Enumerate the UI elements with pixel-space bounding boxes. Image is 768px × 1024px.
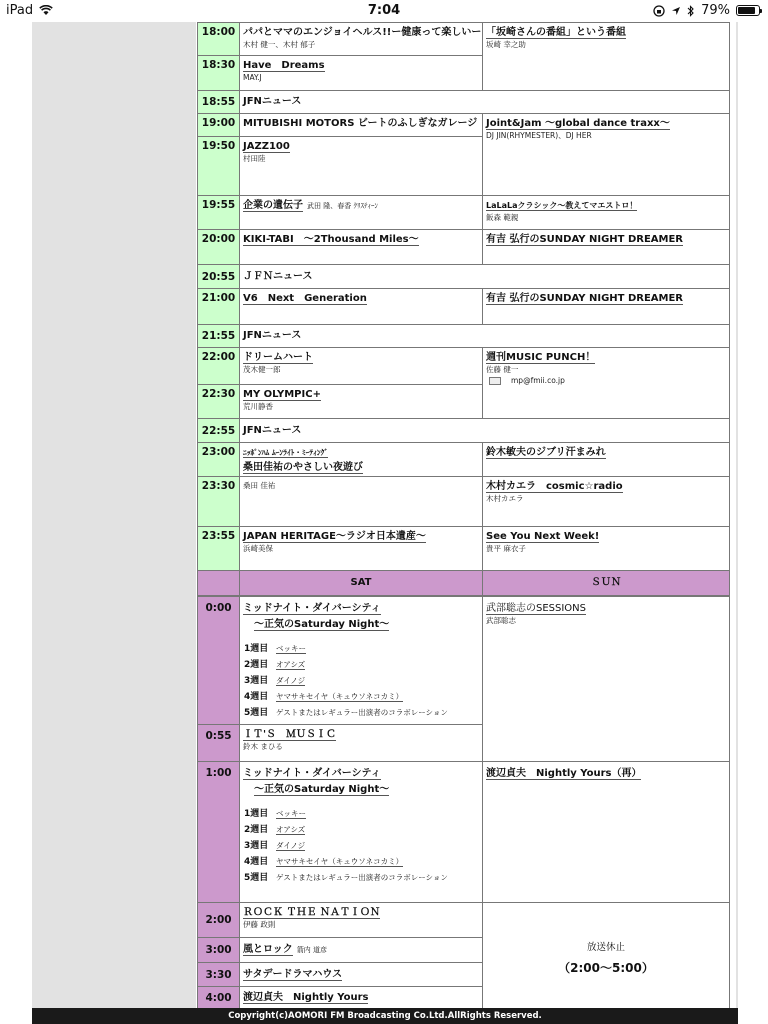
program-link[interactable]: ＲＯＣＫ ＴＨＥ ＮＡＴＩＯＮ xyxy=(243,907,380,918)
device-name: iPad xyxy=(6,3,34,18)
guest-week-row xyxy=(244,806,482,822)
week-label: 5週目 xyxy=(244,873,269,883)
program-link[interactable]: JAZZ100 xyxy=(243,141,290,152)
program-title xyxy=(240,56,482,72)
program-title xyxy=(240,963,482,986)
battery-percent: 79% xyxy=(701,3,730,18)
program-link[interactable]: Joint&Jam ～global dance traxx～ xyxy=(486,118,670,129)
program-title xyxy=(240,725,482,741)
program-link[interactable]: ﾆｯﾎﾟﾝﾊﾑ ﾑｰﾝﾗｲﾄ・ﾐｰﾃｨﾝｸﾞ xyxy=(243,448,329,457)
time-cell: 2:00 xyxy=(197,902,240,938)
program-title xyxy=(240,348,482,364)
program-link[interactable]: JAPAN HERITAGE～ラジオ日本遺産～ xyxy=(243,531,426,542)
time-cell: 22:00 xyxy=(197,347,240,385)
guest-week-row xyxy=(244,705,482,721)
guest-week-row xyxy=(244,854,482,870)
program-title xyxy=(240,597,482,615)
program-host: 武田 隆、春香 ｸﾘｽﾃｨｰﾝ xyxy=(307,202,378,210)
program-host: DJ JIN(RHYMESTER)、DJ HER xyxy=(486,131,592,140)
time-cell: 23:00 xyxy=(197,442,240,477)
program-link[interactable]: 企業の遺伝子 xyxy=(243,200,303,211)
program-link[interactable]: ～正気のSaturday Night～ xyxy=(254,619,390,630)
program-cell xyxy=(239,229,483,265)
time-cell: 4:00 xyxy=(197,986,240,1009)
time-cell: 23:30 xyxy=(197,476,240,527)
program-title xyxy=(240,289,482,305)
program-title xyxy=(240,762,482,780)
program-title xyxy=(483,289,729,305)
program-host: 坂崎 幸之助 xyxy=(486,40,526,49)
program-title xyxy=(240,903,482,919)
program-host: 伊藤 政則 xyxy=(243,920,276,929)
program-cell xyxy=(239,962,483,987)
guest-name: ヤマサキセイヤ（キュウソネコカミ） xyxy=(276,857,404,866)
program-link[interactable]: 有吉 弘行のSUNDAY NIGHT DREAMER xyxy=(486,293,684,304)
program-link[interactable]: 渡辺貞夫 Nightly Yours xyxy=(243,992,369,1003)
program-link[interactable]: 木村カエラ cosmic☆radio xyxy=(486,481,623,492)
program-title xyxy=(240,265,729,288)
program-link[interactable]: 有吉 弘行のSUNDAY NIGHT DREAMER xyxy=(486,234,684,245)
program-title xyxy=(240,527,482,543)
time-cell: 0:00 xyxy=(197,596,240,725)
program-title xyxy=(483,114,729,130)
program-title xyxy=(483,443,729,459)
guest-schedule xyxy=(240,631,482,721)
header-sun: ＳＵＮ xyxy=(482,570,730,596)
program-title xyxy=(240,91,729,113)
program-host: 木村カエラ xyxy=(486,494,524,503)
program-title xyxy=(240,385,482,401)
program-link[interactable]: ＩＴ'Ｓ ＭＵＳＩＣ xyxy=(243,729,337,740)
time-cell: 18:00 xyxy=(197,22,240,56)
guest-name: ベッキー xyxy=(276,644,306,653)
program-subtitle[interactable] xyxy=(240,780,482,796)
program-title xyxy=(240,938,482,962)
program-host: 武部聡志 xyxy=(486,616,516,625)
guest-name: オアシズ xyxy=(276,825,306,834)
program-title xyxy=(240,137,482,153)
guest-week-row xyxy=(244,673,482,689)
right-program-cell xyxy=(482,113,730,196)
program-cell xyxy=(239,596,483,725)
week-label: 3週目 xyxy=(244,841,269,851)
time-cell: 21:00 xyxy=(197,288,240,325)
program-link[interactable]: 鈴木敏夫のジブリ汗まみれ xyxy=(486,447,606,458)
program-title xyxy=(483,230,729,246)
program-link[interactable]: 桑田佳祐のやさしい夜遊び xyxy=(243,462,363,473)
right-program-cell xyxy=(482,442,730,477)
week-label: 4週目 xyxy=(244,857,269,867)
program-cell xyxy=(239,324,730,348)
program-host: MAY.J xyxy=(243,73,262,82)
program-title xyxy=(240,196,482,213)
guest-name: オアシズ xyxy=(276,660,306,669)
program-cell xyxy=(239,136,483,196)
program-link[interactable]: サタデードラマハウス xyxy=(243,969,343,980)
week-label: 2週目 xyxy=(244,660,269,670)
program-host: 木村 健一、木村 郁子 xyxy=(243,40,316,49)
program-title xyxy=(240,230,482,246)
program-cell xyxy=(239,526,483,571)
time-cell: 3:00 xyxy=(197,937,240,963)
guest-name: ダイノジ xyxy=(276,841,306,850)
time-cell: 19:00 xyxy=(197,113,240,137)
time-cell: 20:55 xyxy=(197,264,240,289)
time-cell: 19:50 xyxy=(197,136,240,196)
week-label: 1週目 xyxy=(244,809,269,819)
program-link[interactable]: ドリームハート xyxy=(243,352,313,363)
guest-name: ゲストまたはレギュラー出演者のコラボレーション xyxy=(276,708,448,717)
bluetooth-icon xyxy=(687,5,695,17)
program-link[interactable]: ミッドナイト・ダイバーシティ xyxy=(243,603,381,614)
program-title xyxy=(483,597,729,615)
program-link[interactable]: 週刊MUSIC PUNCH！ xyxy=(486,352,596,363)
program-host: 村田陸 xyxy=(243,154,266,163)
program-title xyxy=(483,527,729,543)
program-title xyxy=(483,196,729,212)
right-program-cell xyxy=(482,288,730,325)
program-link[interactable]: ＪＦＮニュース xyxy=(243,271,313,282)
program-host: 桑田 佳祐 xyxy=(243,481,276,490)
week-label: 4週目 xyxy=(244,692,269,702)
program-link[interactable]: LaLaLaクラシック～教えてマエストロ！ xyxy=(486,201,638,210)
program-title[interactable] xyxy=(240,459,482,474)
battery-icon xyxy=(736,5,760,16)
program-link[interactable]: JFNニュース xyxy=(243,425,302,436)
program-title xyxy=(483,348,729,364)
program-link[interactable]: ～正気のSaturday Night～ xyxy=(254,784,390,795)
time-cell: 23:55 xyxy=(197,526,240,571)
mail-icon xyxy=(489,377,501,385)
program-cell xyxy=(239,986,483,1009)
program-host: 箭内 道彦 xyxy=(296,946,328,954)
footer-copyright: Copyright(c)AOMORI FM Broadcasting Co.Ltd.AllRights Reserved. xyxy=(32,1008,738,1024)
header-corner xyxy=(197,570,240,596)
program-title xyxy=(240,23,482,39)
program-title xyxy=(483,762,729,780)
sun-program-cell xyxy=(482,761,730,903)
time-cell: 3:30 xyxy=(197,962,240,987)
week-label: 1週目 xyxy=(244,644,269,654)
time-cell: 22:55 xyxy=(197,418,240,443)
guest-name: ゲストまたはレギュラー出演者のコラボレーション xyxy=(276,873,448,882)
program-cell xyxy=(239,442,483,477)
program-cell xyxy=(239,761,483,903)
program-title-small[interactable] xyxy=(240,443,482,459)
right-program-cell xyxy=(482,229,730,265)
program-cell xyxy=(239,195,483,230)
program-cell xyxy=(239,937,483,963)
rotation-lock-icon xyxy=(653,5,665,17)
week-label: 3週目 xyxy=(244,676,269,686)
program-cell xyxy=(239,476,483,527)
right-gutter xyxy=(736,22,738,1008)
right-program-cell xyxy=(482,476,730,527)
program-link[interactable]: 渡辺貞夫 Nightly Yours（再） xyxy=(486,768,642,779)
program-host: 浜崎美保 xyxy=(243,544,273,553)
sun-program-cell xyxy=(482,902,730,1009)
program-cell xyxy=(239,418,730,443)
program-title xyxy=(240,987,482,1008)
program-link[interactable]: ミッドナイト・ダイバーシティ xyxy=(243,768,381,779)
guest-name: ダイノジ xyxy=(276,676,306,685)
guest-name: ヤマサキセイヤ（キュウソネコカミ） xyxy=(276,692,404,701)
sun-program-cell xyxy=(482,596,730,762)
time-cell: 19:55 xyxy=(197,195,240,230)
program-link[interactable]: 風とロック xyxy=(243,944,293,955)
program-link[interactable]: V6 Next Generation xyxy=(243,293,367,304)
program-link[interactable]: See You Next Week! xyxy=(486,531,600,542)
program-cell xyxy=(239,347,483,385)
program-title xyxy=(483,23,729,39)
program-cell xyxy=(239,264,730,289)
program-host: 鈴木 まひる xyxy=(243,742,283,751)
guest-week-row xyxy=(244,641,482,657)
program-link[interactable]: KIKI-TABI ～2Thousand Miles～ xyxy=(243,234,419,245)
right-program-cell xyxy=(482,22,730,91)
program-cell xyxy=(239,902,483,938)
time-cell: 20:00 xyxy=(197,229,240,265)
status-bar xyxy=(0,0,768,22)
program-host: 茂木健一郎 xyxy=(243,365,281,374)
off-air-label: 放送休止 xyxy=(586,942,625,953)
time-cell: 1:00 xyxy=(197,761,240,903)
program-host: 飯森 範親 xyxy=(486,213,519,222)
guest-week-row xyxy=(244,822,482,838)
location-icon xyxy=(671,6,681,16)
time-cell: 21:55 xyxy=(197,324,240,348)
program-link[interactable]: Have Dreams xyxy=(243,60,325,71)
program-title xyxy=(240,419,729,442)
program-title xyxy=(240,114,482,130)
header-sat: SAT xyxy=(239,570,483,596)
program-link[interactable]: 「坂崎さんの番組」という番組 xyxy=(486,27,626,38)
program-title xyxy=(240,325,729,347)
mail-row xyxy=(483,375,729,386)
program-link[interactable]: JFNニュース xyxy=(243,330,302,341)
time-cell: 18:55 xyxy=(197,90,240,114)
program-link[interactable]: MY OLYMPIC+ xyxy=(243,389,321,400)
guest-week-row xyxy=(244,689,482,705)
program-cell xyxy=(239,22,483,56)
status-time: 7:04 xyxy=(367,3,401,18)
right-program-cell xyxy=(482,347,730,419)
guest-week-row xyxy=(244,657,482,673)
program-cell xyxy=(239,288,483,325)
week-label: 5週目 xyxy=(244,708,269,718)
program-cell xyxy=(239,55,483,91)
program-cell xyxy=(239,724,483,762)
program-host: 荒川静香 xyxy=(243,402,273,411)
program-host: 貴平 麻衣子 xyxy=(486,544,526,553)
mail-address[interactable]: mp@fmii.co.jp xyxy=(511,376,565,385)
program-host: 佐藤 健一 xyxy=(486,365,519,374)
off-air-hours: （2:00～5:00） xyxy=(558,961,654,975)
time-cell: 18:30 xyxy=(197,55,240,91)
guest-schedule xyxy=(240,796,482,886)
time-cell: 0:55 xyxy=(197,724,240,762)
time-cell: 22:30 xyxy=(197,384,240,419)
program-link[interactable]: MITUBISHI MOTORS ビートのふしぎなガレージ xyxy=(243,118,478,129)
program-link[interactable]: 武部聡志のSESSIONS xyxy=(486,603,587,614)
guest-name: ベッキー xyxy=(276,809,306,818)
right-program-cell xyxy=(482,195,730,230)
program-link[interactable]: パパとママのエンジョイヘルス!!ー健康って楽しいー xyxy=(243,27,482,38)
week-label: 2週目 xyxy=(244,825,269,835)
program-title xyxy=(483,477,729,493)
program-cell xyxy=(239,113,483,137)
program-cell xyxy=(239,384,483,419)
program-subtitle[interactable] xyxy=(240,615,482,631)
program-link[interactable]: JFNニュース xyxy=(243,96,302,107)
program-cell xyxy=(239,90,730,114)
right-program-cell xyxy=(482,526,730,571)
guest-week-row xyxy=(244,870,482,886)
left-gutter xyxy=(32,22,196,1008)
guest-week-row xyxy=(244,838,482,854)
